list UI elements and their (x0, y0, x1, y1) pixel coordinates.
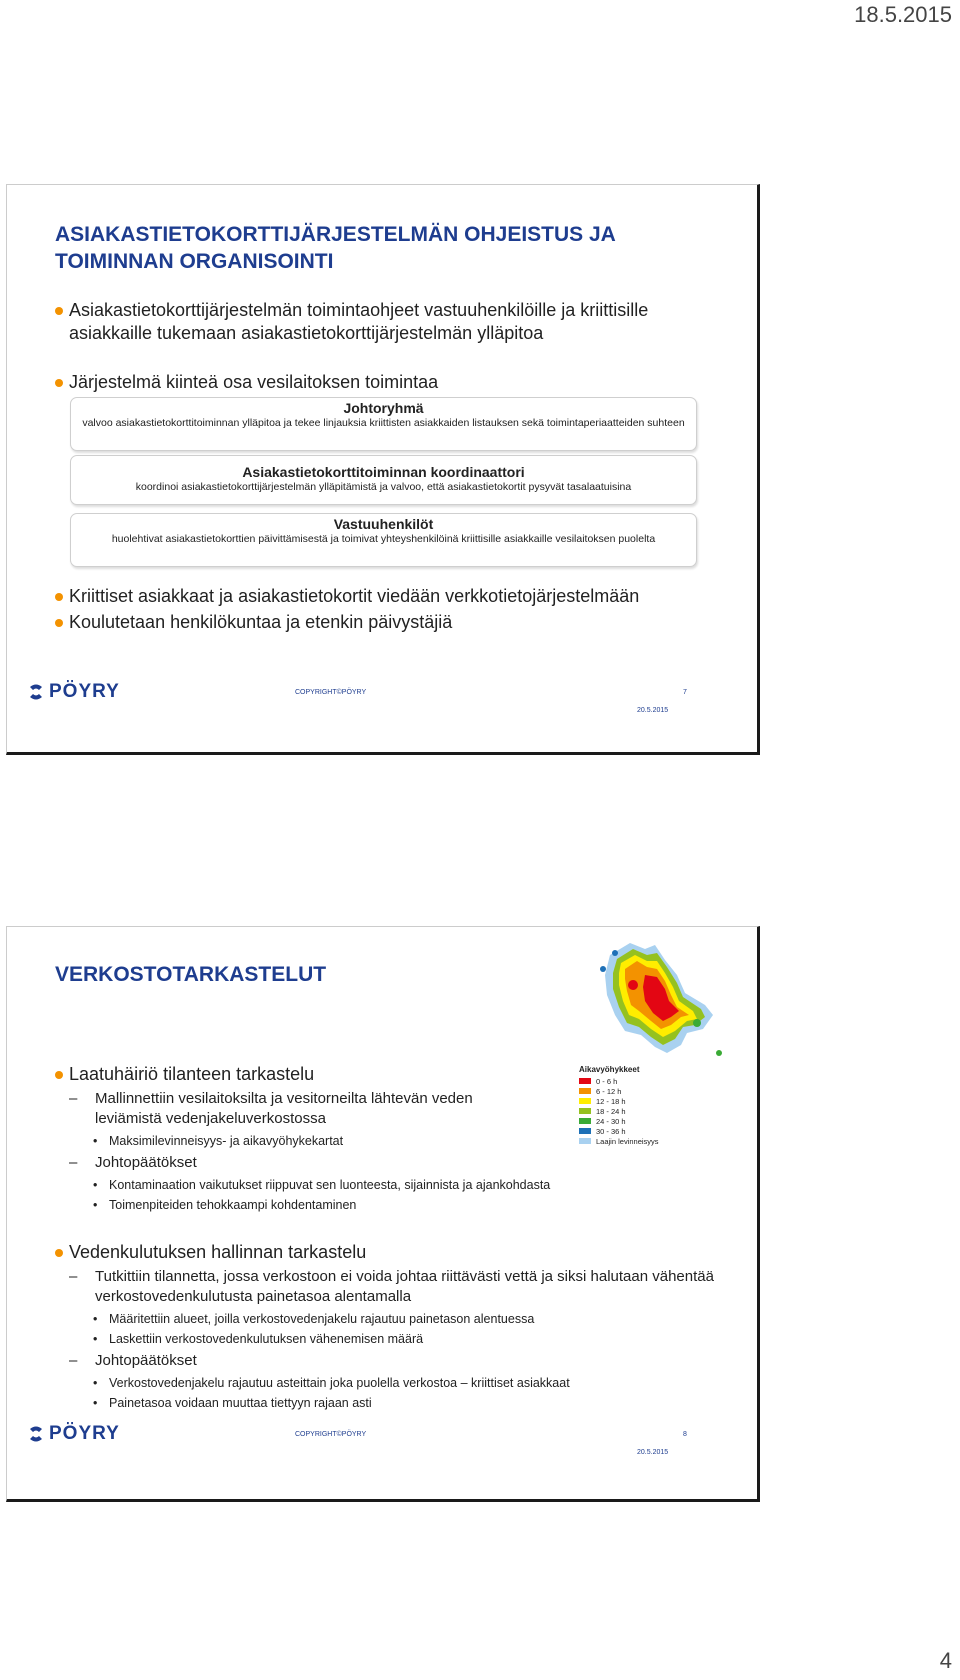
bullet-dot-icon (55, 619, 63, 627)
slide-7 (6, 184, 760, 755)
slide-number: 8 (683, 1431, 687, 1438)
box-heading: Johtoryhmä (343, 400, 424, 416)
bullet-item: Järjestelmä kiinteä osa vesilaitoksen toimintaa (55, 371, 715, 394)
legend-item: 18 - 24 h (579, 1106, 739, 1116)
slide-title: VERKOSTOTARKASTELUT (55, 963, 327, 986)
footer-copyright: COPYRIGHT©PÖYRY (295, 689, 367, 696)
slide-title: ASIAKASTIETOKORTTIJÄRJESTELMÄN OHJEISTUS JA TOIMINNAN ORGANISOINTI (55, 223, 616, 273)
legend-item: Laajin levinneisyys (579, 1136, 739, 1146)
org-box-johtoryhma (70, 397, 697, 451)
legend-swatch (579, 1108, 591, 1114)
bullet-dot-icon (55, 1071, 63, 1079)
sub-item: – Johtopäätökset (69, 1352, 197, 1369)
sub-sub-item: • Laskettiin verkostovedenkulutuksen vähenemisen määrä (93, 1332, 424, 1346)
slide-number: 7 (683, 689, 687, 696)
water-spread-map (585, 935, 735, 1063)
bullet-dot-icon (55, 1249, 63, 1257)
bullet-dot-icon (55, 593, 63, 601)
poyry-logo: PÖYRY (27, 681, 120, 703)
sub-sub-item: • Painetasoa voidaan muuttaa tiettyyn rajaan asti (93, 1396, 372, 1410)
footer-date: 20.5.2015 (637, 707, 669, 714)
footer-copyright: COPYRIGHT©PÖYRY (295, 1431, 367, 1438)
sub-sub-item: • Verkostovedenjakelu rajautuu asteittain joka puolella verkostoa – kriittiset asiakkaat (93, 1376, 570, 1390)
legend-item: 6 - 12 h (579, 1086, 739, 1096)
sub-sub-item: • Toimenpiteiden tehokkaampi kohdentaminen (93, 1198, 357, 1212)
page-date: 18.5.2015 (854, 2, 952, 27)
legend-swatch (579, 1088, 591, 1094)
sub-sub-item: • Maksimilevinneisyys- ja aikavyöhykekartat (93, 1134, 344, 1148)
bullet-item: Koulutetaan henkilökuntaa ja etenkin päivystäjiä (55, 611, 715, 634)
slide-8 (6, 926, 760, 1502)
legend-swatch (579, 1118, 591, 1124)
legend-title: Aikavyöhykkeet (579, 1065, 640, 1074)
bullet-item: Asiakastietokorttijärjestelmän toimintaohjeet vastuuhenkilöille ja kriittisille asiakkaille tukemaan asiakastietokorttijärjestelmän ylläpitoa (55, 299, 715, 345)
org-box-koordinaattori (70, 455, 697, 505)
box-text: valvoo asiakastietokorttitoiminnan ylläpitoa ja tekee linjauksia kriittisten asiakkaiden listauksen sekä toimintaperiaatteiden suhteen (82, 417, 685, 429)
page-number: 4 (939, 1648, 952, 1673)
bullet-dot-icon (55, 307, 63, 315)
sub-sub-item: • Määritettiin alueet, joilla verkostovedenjakelu rajautuu painetason alentuessa (93, 1312, 535, 1326)
legend-item: 24 - 30 h (579, 1116, 739, 1126)
sub-item: – Tutkittiin tilannetta, jossa verkostoon ei voida johtaa riittävästi vettä ja siksi halutaan vähentää verkostovedenkulutusta painetasoa alentamalla (69, 1268, 714, 1305)
bullet-item: Vedenkulutuksen hallinnan tarkastelu (55, 1241, 715, 1264)
box-text: huolehtivat asiakastietokorttien päivittämisestä ja toimivat yhteyshenkilöinä kriittisille asiakkaille vesilaitoksen puolelta (111, 533, 656, 545)
bullet-item: Laatuhäiriö tilanteen tarkastelu (55, 1063, 555, 1086)
legend-item: 0 - 6 h (579, 1076, 739, 1086)
org-box-vastuuhenkilot (70, 513, 697, 567)
sub-item: – Johtopäätökset (69, 1154, 197, 1171)
poyry-logo-icon (27, 1425, 45, 1443)
box-heading: Asiakastietokorttitoiminnan koordinaattori (242, 464, 525, 480)
box-text: koordinoi asiakastietokorttijärjestelmän ylläpitämistä ja valvoo, että asiakastietokortit pysyvät tasalaatuisina (135, 481, 632, 493)
legend-swatch (579, 1098, 591, 1104)
sub-item: – Mallinnettiin vesilaitoksilta ja vesitorneilta lähtevän veden leviämistä vedenjakeluverkostossa (69, 1090, 473, 1127)
legend-swatch (579, 1078, 591, 1084)
bullet-dot-icon (55, 379, 63, 387)
legend-item: 30 - 36 h (579, 1126, 739, 1136)
sub-sub-item: • Kontaminaation vaikutukset riippuvat sen luonteesta, sijainnista ja ajankohdasta (93, 1178, 551, 1192)
time-zone-legend (579, 1065, 739, 1151)
poyry-logo: PÖYRY (27, 1423, 120, 1445)
bullet-item: Kriittiset asiakkaat ja asiakastietokortit viedään verkkotietojärjestelmään (55, 585, 715, 608)
footer-date: 20.5.2015 (637, 1449, 669, 1456)
legend-item: 12 - 18 h (579, 1096, 739, 1106)
box-heading: Vastuuhenkilöt (333, 516, 434, 532)
poyry-logo-icon (27, 683, 45, 701)
